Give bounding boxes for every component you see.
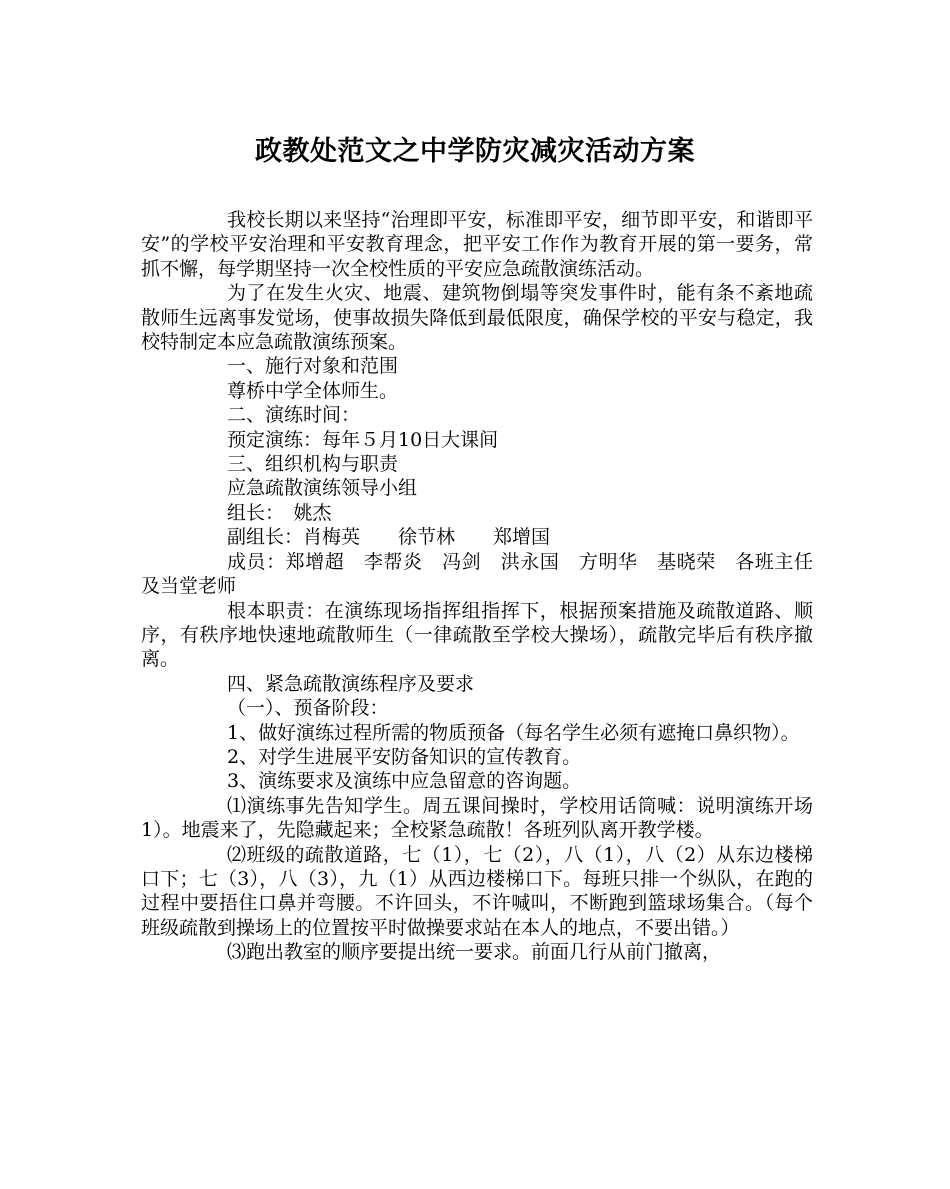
section-heading-time: 二、演练时间： <box>227 404 361 427</box>
document-title: 政教处范文之中学防灾减灾活动方案 <box>255 136 695 167</box>
section-heading-organization: 三、组织机构与职责 <box>227 453 399 476</box>
paragraph-purpose: 为了在发生火灾、地震、建筑物倒塌等突发事件时，能有条不紊地疏散师生远离事发觉场，使事故损失降低到最低限度，确保学校的平安与稳定，我校特制定本应急疏散演练预案。 <box>141 282 813 354</box>
paragraph-duties: 根本职责：在演练现场指挥组指挥下，根据预案措施及疏散道路、顺序，有秩序地快速地疏散师生（一律疏散至学校大操场），疏散完毕后有秩序撤离。 <box>141 599 813 671</box>
list-item-evacuation-routes: ⑵班级的疏散道路，七（1），七（2），八（1），八（2）从东边楼梯口下；七（3），八（3），九（1）从西边楼梯口下。每班只排一个纵队，在跑的过程中要捂住口鼻并弯腰。不许回头，不许喊叫，不断跑到篮球场集合。（每个班级疏散到操场上的位置按平时做操要求站在本人的地点，不要出错。） <box>141 843 813 939</box>
list-item-exit-order: ⑶跑出教室的顺序要提出统一要求。前面几行从前门撤离， <box>227 941 722 964</box>
section-heading-procedure: 四、紧急疏散演练程序及要求 <box>227 672 475 695</box>
paragraph-members: 成员：郑增超 李帮炎 冯剑 洪永国 方明华 基晓荣 各班主任及当堂老师 <box>141 550 813 598</box>
section-heading-scope: 一、施行对象和范围 <box>227 355 399 378</box>
paragraph-time: 预定演练：每年５月10日大课间 <box>227 428 499 451</box>
list-item-notify-students: ⑴演练事先告知学生。周五课间操时，学校用话筒喊：说明演练开场1）。地震来了，先隐藏起来；全校紧急疏散！各班列队离开教学楼。 <box>141 794 813 842</box>
subsection-heading-preparation: （一）、预备阶段： <box>227 697 389 720</box>
paragraph-deputy-leaders: 副组长：肖梅英 徐节林 郑增国 <box>227 526 551 549</box>
list-item-materials: 1、做好演练过程所需的物质预备（每名学生必须有遮掩口鼻织物）。 <box>227 721 800 744</box>
list-item-education: 2、对学生进展平安防备知识的宣传教育。 <box>227 745 582 768</box>
paragraph-leader: 组长： 姚杰 <box>227 501 332 524</box>
list-item-requirements: 3、演练要求及演练中应急留意的咨询题。 <box>227 770 582 793</box>
paragraph-intro: 我校长期以来坚持“治理即平安，标准即平安，细节即平安，和谐即平安”的学校平安治理和平安教育理念，把平安工作作为教育开展的第一要务，常抓不懈，每学期坚持一次全校性质的平安应急疏散演练活动。 <box>141 209 813 280</box>
document-body <box>141 208 813 965</box>
paragraph-leadership-group: 应急疏散演练领导小组 <box>227 477 418 500</box>
paragraph-scope: 尊桥中学全体师生。 <box>227 379 399 402</box>
